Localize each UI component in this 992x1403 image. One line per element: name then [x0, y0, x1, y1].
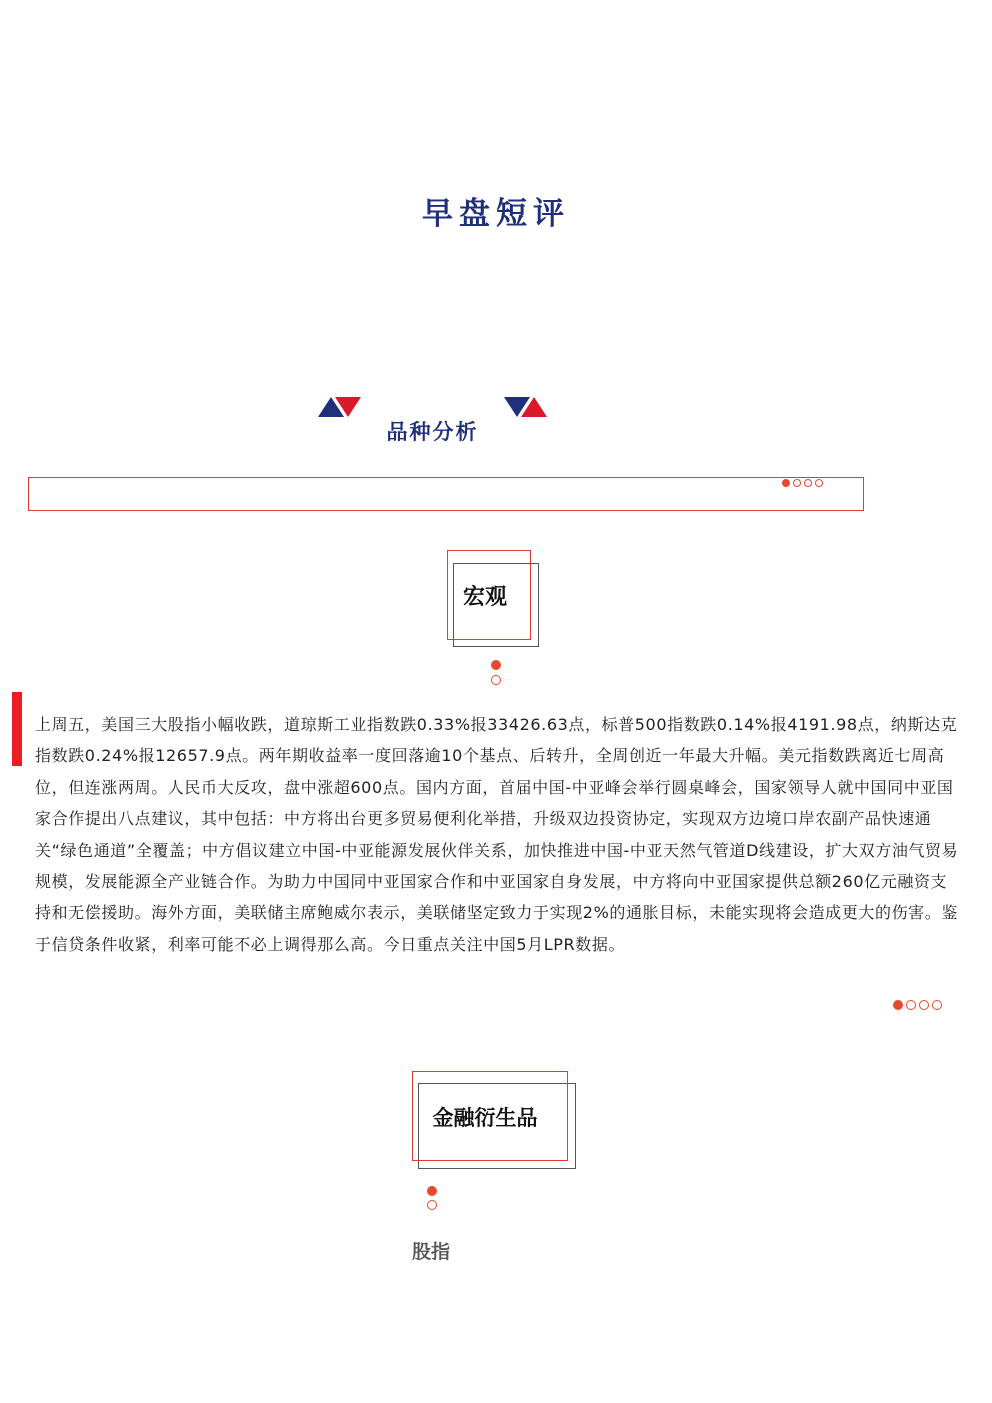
- dot-icon: [427, 1200, 437, 1210]
- subheading-stock-index: 股指: [412, 1241, 451, 1263]
- dot-icon: [782, 479, 790, 487]
- dot-icon: [793, 479, 801, 487]
- dot-icon: [919, 1000, 929, 1010]
- section-divider-bar: [28, 477, 864, 511]
- triangle-icon: [335, 397, 361, 417]
- dots-ornament: [893, 1000, 942, 1010]
- page-title: 早盘短评: [422, 196, 570, 232]
- dot-icon: [804, 479, 812, 487]
- dot-icon: [491, 675, 501, 685]
- dots-ornament: [782, 479, 823, 487]
- side-accent-bar: [12, 692, 22, 766]
- derivatives-heading: 金融衍生品: [432, 1106, 538, 1130]
- dot-icon: [427, 1186, 437, 1196]
- macro-paragraph: 上周五，美国三大股指小幅收跌，道琼斯工业指数跌0.33%报33426.63点，标普500指数跌0.14%报4191.98点，纳斯达克指数跌0.24%报12657.9点。两年期收益率一度回落逾10个基点、后转升，全周创近一年最大升幅。美元指数跌离近七周高位，但连涨两周。人民币大反攻，盘中涨超600点。国内方面，首届中国-中亚峰会举行圆桌峰会，国家领导人就中国同中亚国家合作提出八点建议，其中包括：中方将出台更多贸易便利化举措，升级双边投资协定，实现双方边境口岸农副产品快速通关“绿色通道”全覆盖；中方倡议建立中国-中亚能源发展伙伴关系，加快推进中国-中亚天然气管道D线建设，扩大双方油气贸易规模，发展能源全产业链合作。为助力中国同中亚国家合作和中亚国家自身发展，中方将向中亚国家提供总额260亿元融资支持和无偿援助。海外方面，美联储主席鲍威尔表示，美联储坚定致力于实现2%的通胀目标，未能实现将会造成更大的伤害。鉴于信贷条件收紧，利率可能不必上调得那么高。今日重点关注中国5月LPR数据。: [35, 715, 959, 954]
- dot-icon: [491, 660, 501, 670]
- dot-icon: [906, 1000, 916, 1010]
- section-title: 品种分析: [386, 420, 479, 444]
- triangle-icon: [521, 397, 547, 417]
- dot-icon: [932, 1000, 942, 1010]
- dot-icon: [893, 1000, 903, 1010]
- dot-icon: [815, 479, 823, 487]
- macro-heading: 宏观: [462, 585, 507, 610]
